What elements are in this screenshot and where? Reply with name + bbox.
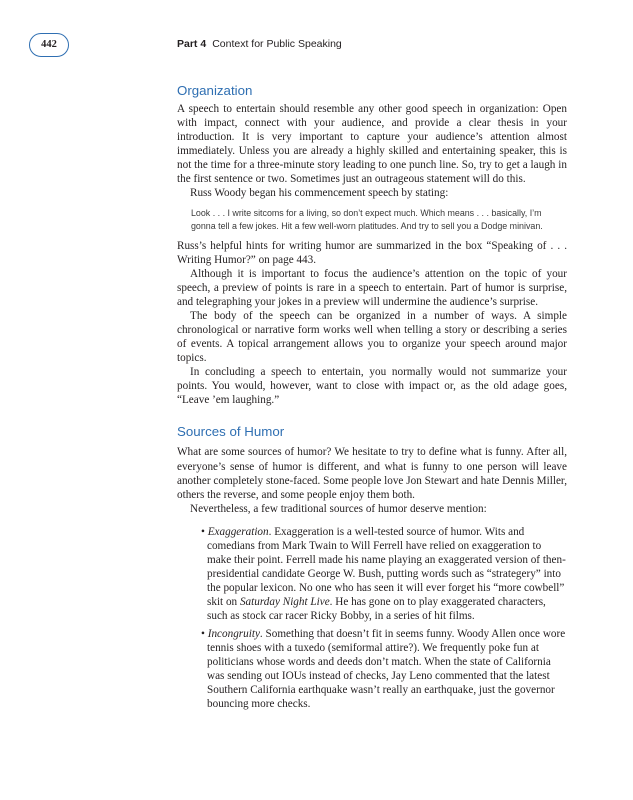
show-title: Saturday Night Live — [239, 595, 330, 608]
bullet-icon: • — [201, 525, 205, 538]
bullet-icon: • — [201, 628, 205, 641]
part-title: Context for Public Speaking — [212, 38, 342, 50]
list-item — [201, 525, 567, 623]
bullet-text: . Exaggeration is a well-tested source of humor. Wits and comedians from Mark Twain to Will Ferrell have relied on exaggeration to make their point. Ferrell made his name playing an exaggerated version of then-presidential candidate George W. Bush, putting words such as “strategery” into the popular lexicon. No one who has seen it will ever forget his “more cowbell” skit on — [207, 525, 566, 608]
paragraph: Russ’s helpful hints for writing humor are summarized in the box “Speaking of . . . Writing Humor?” on page 443. — [177, 239, 567, 266]
section-heading-organization: Organization — [177, 83, 253, 98]
bullet-term: Incongruity — [207, 628, 260, 641]
block-quote: Look . . . I write sitcoms for a living, so don’t expect much. Which means . . . basically, I’m gonna tell a few jokes. Hit a few well-worn platitudes. And try to sell you a Dodge minivan. — [191, 208, 543, 231]
running-head — [177, 38, 342, 50]
paragraph: The body of the speech can be organized in a number of ways. A simple chronological or narrative form works well when telling a story or describing a series of events. A topical arrangement allows you to organize your speech around major topics. — [177, 310, 567, 365]
part-label: Part 4 — [177, 38, 207, 50]
section-heading-sources: Sources of Humor — [177, 424, 285, 440]
paragraph: What are some sources of humor? We hesitate to try to define what is funny. After all, everyone’s sense of humor is different, and what is funny to one person will leave another completely stone-faced. Some people love Jon Stewart and hate Dennis Miller, others the reverse, and some people enjoy them both. — [177, 446, 567, 501]
paragraph: A speech to entertain should resemble any other good speech in organization: Open with impact, connect with your audience, and provide a clear thesis in your introduction. It is very important to capture your audience’s attention almost immediately. Unless you are already a highly skilled and entertaining speaker, this is not the time for a three-minute story leading to one punch line. So, try to get a laugh in the first sentence or two. Sometimes just an outrageous statement will do this. — [177, 103, 567, 186]
bullet-term: Exaggeration — [207, 525, 269, 538]
paragraph: Russ Woody began his commencement speech by stating: — [190, 187, 449, 200]
paragraph: Nevertheless, a few traditional sources of humor deserve mention: — [190, 502, 487, 515]
list-item — [201, 627, 567, 711]
bullet-text: . Something that doesn’t fit in seems funny. Woody Allen once wore tennis shoes with a tuxedo (semiformal attire?). We frequently poke fun at politicians whose words and deeds don’t match. When the state of California was sending out IOUs instead of checks, Jay Leno commented that the latest Southern California earthquake wasn’t really an earthquake, just the governor bouncing more checks. — [207, 628, 566, 711]
page-content — [177, 80, 567, 715]
bullet-list — [177, 525, 567, 712]
bullet-text: . He has gone on to play exaggerated characters, such as stock car racer Ricky Bobby, in a series of hit films. — [207, 595, 546, 622]
page-number: 442 — [29, 33, 69, 57]
paragraph: Although it is important to focus the audience’s attention on the topic of your speech, a preview of points is rare in a speech to entertain. Part of humor is surprise, and telegraphing your jokes in a preview will undermine the audience’s surprise. — [177, 268, 567, 309]
paragraph: In concluding a speech to entertain, you normally would not summarize your points. You would, however, want to close with impact or, as the old adage goes, “Leave ’em laughing.” — [177, 366, 567, 407]
